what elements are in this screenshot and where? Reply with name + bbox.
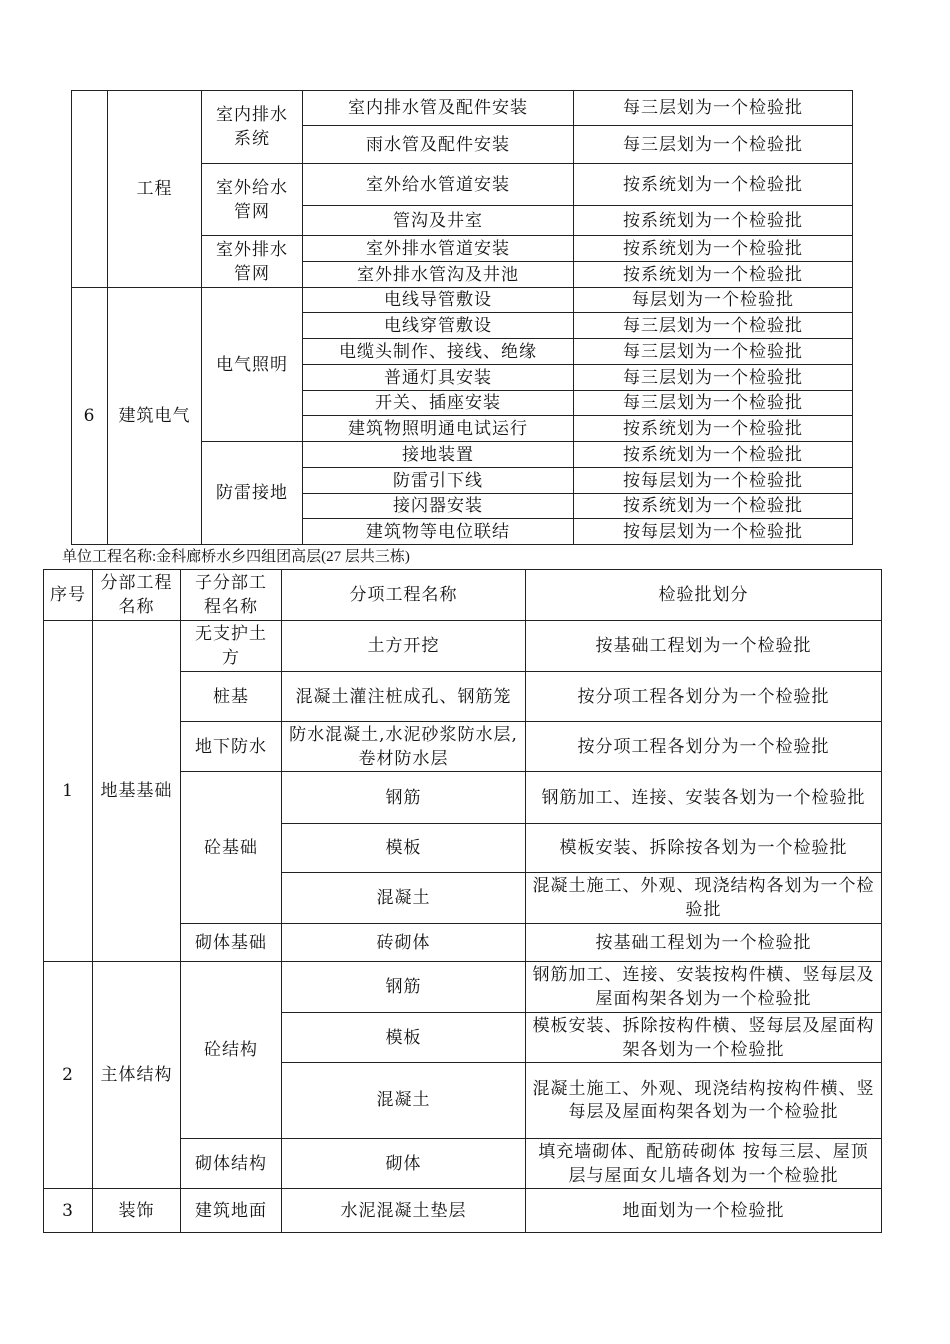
division-cell: 每三层划为一个检验批 xyxy=(574,391,853,416)
subpart-cell: 砼结构 xyxy=(181,962,282,1139)
header-division: 检验批划分 xyxy=(526,570,882,621)
inspection-lot-table xyxy=(43,569,882,1233)
item-cell: 电线穿管敷设 xyxy=(303,313,574,339)
division-cell: 混凝土施工、外观、现浇结构各划为一个检验批 xyxy=(526,873,882,924)
part-name-cell: 建筑电气 xyxy=(108,288,202,545)
item-cell: 开关、插座安装 xyxy=(303,391,574,416)
item-cell: 电缆头制作、接线、绝缘 xyxy=(303,339,574,365)
division-cell: 每层划为一个检验批 xyxy=(574,288,853,313)
division-cell: 按分项工程各划分为一个检验批 xyxy=(526,722,882,772)
part-name-cell: 装饰 xyxy=(93,1189,181,1233)
part-name-cell: 地基基础 xyxy=(93,621,181,962)
division-cell: 按每层划为一个检验批 xyxy=(574,468,853,494)
inspection-lot-table-continued xyxy=(71,90,853,545)
subpart-cell: 砌体基础 xyxy=(181,924,282,962)
division-cell: 钢筋加工、连接、安装各划为一个检验批 xyxy=(526,772,882,824)
division-cell: 按系统划为一个检验批 xyxy=(574,164,853,206)
subpart-outdoor-drain: 室外排水管网 xyxy=(202,236,303,288)
part-name-cell: 主体结构 xyxy=(93,962,181,1189)
item-cell: 电线导管敷设 xyxy=(303,288,574,313)
seq-cell: 1 xyxy=(44,621,93,962)
subpart-lighting: 电气照明 xyxy=(202,288,303,442)
item-cell: 接地装置 xyxy=(303,442,574,468)
item-cell: 接闪器安装 xyxy=(303,494,574,519)
subpart-indoor-drain: 室内排水系统 xyxy=(202,91,303,164)
item-cell: 室外给水管道安装 xyxy=(303,164,574,206)
seq-cell: 6 xyxy=(72,288,108,545)
item-cell: 室外排水管沟及井池 xyxy=(303,262,574,288)
header-part: 分部工程名称 xyxy=(93,570,181,621)
item-cell: 防雷引下线 xyxy=(303,468,574,494)
item-cell: 雨水管及配件安装 xyxy=(303,126,574,164)
item-cell: 水泥混凝土垫层 xyxy=(282,1189,526,1233)
unit-project-title: 单位工程名称:金科廊桥水乡四组团高层(27 层共三栋) xyxy=(62,549,410,565)
item-cell: 钢筋 xyxy=(282,772,526,824)
division-cell: 每三层划为一个检验批 xyxy=(574,126,853,164)
item-cell: 防水混凝土,水泥砂浆防水层,卷材防水层 xyxy=(282,722,526,772)
header-subpart: 子分部工程名称 xyxy=(181,570,282,621)
item-cell: 混凝土灌注桩成孔、钢筋笼 xyxy=(282,672,526,722)
item-cell: 模板 xyxy=(282,1013,526,1063)
division-cell: 每三层划为一个检验批 xyxy=(574,365,853,391)
subpart-cell: 无支护土方 xyxy=(181,621,282,672)
subpart-cell: 桩基 xyxy=(181,672,282,722)
division-cell: 按基础工程划为一个检验批 xyxy=(526,924,882,962)
header-seq: 序号 xyxy=(44,570,93,621)
item-cell: 混凝土 xyxy=(282,1063,526,1139)
part-name-cell: 工程 xyxy=(108,91,202,288)
item-cell: 建筑物照明通电试运行 xyxy=(303,416,574,442)
item-cell: 土方开挖 xyxy=(282,621,526,672)
division-cell: 地面划为一个检验批 xyxy=(526,1189,882,1233)
item-cell: 砖砌体 xyxy=(282,924,526,962)
item-cell: 建筑物等电位联结 xyxy=(303,519,574,545)
item-cell: 管沟及井室 xyxy=(303,206,574,236)
seq-cell: 2 xyxy=(44,962,93,1189)
division-cell: 每三层划为一个检验批 xyxy=(574,91,853,126)
division-cell: 按系统划为一个检验批 xyxy=(574,206,853,236)
subpart-cell: 地下防水 xyxy=(181,722,282,772)
division-cell: 按每层划为一个检验批 xyxy=(574,519,853,545)
subpart-outdoor-supply: 室外给水管网 xyxy=(202,164,303,236)
division-cell: 每三层划为一个检验批 xyxy=(574,313,853,339)
subpart-cell: 砼基础 xyxy=(181,772,282,924)
item-cell: 钢筋 xyxy=(282,962,526,1013)
division-cell: 按系统划为一个检验批 xyxy=(574,416,853,442)
item-cell: 模板 xyxy=(282,824,526,873)
subpart-cell: 建筑地面 xyxy=(181,1189,282,1233)
item-cell: 混凝土 xyxy=(282,873,526,924)
division-cell: 填充墙砌体、配筋砖砌体 按每三层、屋顶层与屋面女儿墙各划为一个检验批 xyxy=(526,1139,882,1189)
division-cell: 模板安装、拆除按构件横、竖每层及屋面构架各划为一个检验批 xyxy=(526,1013,882,1063)
item-cell: 室内排水管及配件安装 xyxy=(303,91,574,126)
subpart-cell: 砌体结构 xyxy=(181,1139,282,1189)
division-cell: 按系统划为一个检验批 xyxy=(574,236,853,262)
division-cell: 按分项工程各划分为一个检验批 xyxy=(526,672,882,722)
header-item: 分项工程名称 xyxy=(282,570,526,621)
division-cell: 按系统划为一个检验批 xyxy=(574,442,853,468)
item-cell: 普通灯具安装 xyxy=(303,365,574,391)
division-cell: 按系统划为一个检验批 xyxy=(574,494,853,519)
item-cell: 室外排水管道安装 xyxy=(303,236,574,262)
division-cell: 钢筋加工、连接、安装按构件横、竖每层及屋面构架各划为一个检验批 xyxy=(526,962,882,1013)
subpart-lightning-protection: 防雷接地 xyxy=(202,442,303,545)
division-cell: 模板安装、拆除按各划为一个检验批 xyxy=(526,824,882,873)
seq-cell-blank xyxy=(72,91,108,288)
division-cell: 混凝土施工、外观、现浇结构按构件横、竖每层及屋面构架各划为一个检验批 xyxy=(526,1063,882,1139)
division-cell: 按基础工程划为一个检验批 xyxy=(526,621,882,672)
seq-cell: 3 xyxy=(44,1189,93,1233)
division-cell: 按系统划为一个检验批 xyxy=(574,262,853,288)
division-cell: 每三层划为一个检验批 xyxy=(574,339,853,365)
item-cell: 砌体 xyxy=(282,1139,526,1189)
